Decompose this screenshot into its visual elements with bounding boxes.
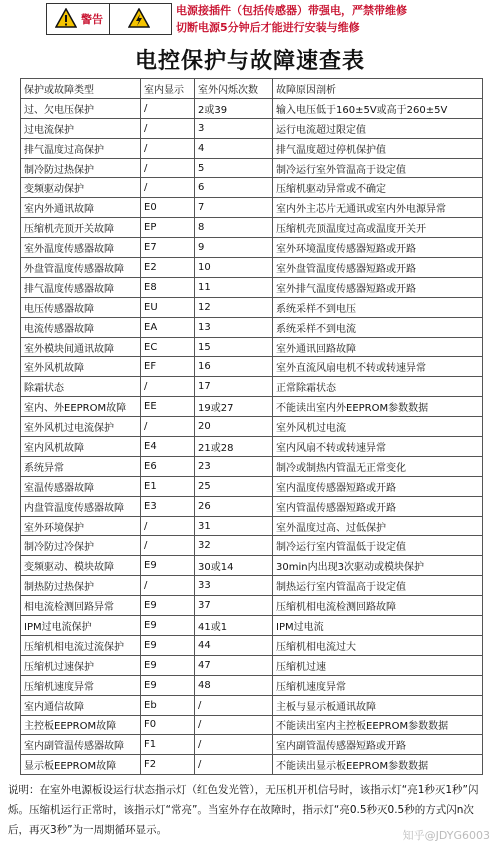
table-row [21,655,483,675]
table-cell: 显示板EEPROM故障 [21,755,141,775]
table-cell: / [141,98,195,118]
table-cell: 室外模块间通讯故障 [21,337,141,357]
table-cell: 室内外主芯片无通讯或室内外电源异常 [273,198,483,218]
fault-table [20,78,483,775]
table-cell: 压缩机速度异常 [273,675,483,695]
table-row [21,277,483,297]
table-row [21,616,483,636]
table-cell: 5 [195,158,273,178]
table-row [21,675,483,695]
table-cell: 制冷或制热内管温无正常变化 [273,456,483,476]
table-cell: E9 [141,635,195,655]
header-cell: 室外闪烁次数 [195,79,273,99]
warning-triangle-icon [55,8,77,28]
warning-line-2: 切断电源5分钟后才能进行安装与维修 [176,21,360,34]
table-cell: 内盘管温度传感器故障 [21,496,141,516]
table-cell: 13 [195,317,273,337]
table-cell: 主板与显示板通讯故障 [273,695,483,715]
table-cell: 主控板EEPROM故障 [21,715,141,735]
table-row [21,317,483,337]
table-cell: 室温传感器故障 [21,476,141,496]
header-cell: 室内显示 [141,79,195,99]
table-cell: 压缩机速度异常 [21,675,141,695]
table-row [21,258,483,278]
table-cell: E1 [141,476,195,496]
table-cell: 室外风机过电流 [273,417,483,437]
table-cell: 48 [195,675,273,695]
table-row [21,218,483,238]
table-cell: 制冷防过热保护 [21,158,141,178]
table-cell: 47 [195,655,273,675]
table-cell: E9 [141,675,195,695]
table-cell: 室外直流风扇电机不转或转速异常 [273,357,483,377]
table-cell: 压缩机过速 [273,655,483,675]
table-cell: 25 [195,476,273,496]
table-cell: E6 [141,456,195,476]
table-row [21,596,483,616]
header-cell: 保护或故障类型 [21,79,141,99]
table-cell: E0 [141,198,195,218]
table-cell: 8 [195,218,273,238]
table-cell: / [141,158,195,178]
table-cell: 排气温度过高保护 [21,138,141,158]
table-cell: E7 [141,238,195,258]
table-cell: 33 [195,576,273,596]
table-cell: / [195,735,273,755]
table-cell: 压缩机驱动异常或不确定 [273,178,483,198]
table-cell: 制冷防过冷保护 [21,536,141,556]
table-cell: 室外环境温度传感器短路或开路 [273,238,483,258]
table-header-row [21,79,483,99]
page-title: 电控保护与故障速查表 [134,49,365,74]
warning-line-1: 电源接插件（包括传感器）带强电，严禁带维修 [176,4,407,17]
table-row [21,516,483,536]
table-cell: 室内外通讯故障 [21,198,141,218]
table-row [21,238,483,258]
table-row [21,138,483,158]
table-cell: E2 [141,258,195,278]
table-row [21,476,483,496]
table-cell: 30min内出现3次驱动或模块保护 [273,556,483,576]
watermark: 知乎@JDYG6003 [402,829,490,842]
table-row [21,496,483,516]
table-cell: 室内、外EEPROM故障 [21,397,141,417]
table-row [21,357,483,377]
table-cell: 系统采样不到电流 [273,317,483,337]
table-cell: 32 [195,536,273,556]
table-cell: / [141,417,195,437]
table-row [21,118,483,138]
table-cell: 4 [195,138,273,158]
table-cell: / [195,755,273,775]
table-cell: 不能读出室内外EEPROM参数数据 [273,397,483,417]
table-cell: F1 [141,735,195,755]
table-cell: 系统异常 [21,456,141,476]
table-row [21,755,483,775]
table-cell: 7 [195,198,273,218]
table-cell: 室外盘管温度传感器短路或开路 [273,258,483,278]
table-cell: EF [141,357,195,377]
table-cell: 室外风机故障 [21,357,141,377]
table-cell: 23 [195,456,273,476]
table-cell: F2 [141,755,195,775]
table-row [21,178,483,198]
table-cell: E8 [141,277,195,297]
table-cell: 压缩机过速保护 [21,655,141,675]
explanation-note: 说明：在室外电源板设运行状态指示灯（红色发光管），无压机开机信号时，该指示灯“亮1秒灭1秒”闪烁。压缩机运行正常时，该指示灯“常亮”。当室外存在故障时，指示灯“亮0.5秒灭0.5秒的方式闪n次后，再灭3秒”为一周期循环显示。 [8,784,479,836]
table-cell: / [141,178,195,198]
header-cell: 故障原因剖析 [273,79,483,99]
table-cell: / [141,576,195,596]
table-row [21,536,483,556]
table-cell: 排气温度超过停机保护值 [273,138,483,158]
table-cell: 室内副管温传感器短路或开路 [273,735,483,755]
table-cell: 压缩机壳顶开关故障 [21,218,141,238]
table-cell: 压缩机相电流检测回路故障 [273,596,483,616]
table-cell: 室内风扇不转或转速异常 [273,437,483,457]
table-cell: 系统采样不到电压 [273,297,483,317]
table-cell: 运行电流超过限定值 [273,118,483,138]
table-cell: E9 [141,655,195,675]
table-cell: 排气温度传感器故障 [21,277,141,297]
table-row [21,437,483,457]
table-cell: E9 [141,556,195,576]
table-row [21,456,483,476]
table-cell: 变频驱动保护 [21,178,141,198]
table-cell: 17 [195,377,273,397]
table-cell: EU [141,297,195,317]
table-cell: EC [141,337,195,357]
table-cell: 31 [195,516,273,536]
table-row [21,556,483,576]
table-cell: 制冷运行室内管温低于设定值 [273,536,483,556]
table-cell: / [141,377,195,397]
table-cell: / [141,138,195,158]
table-cell: 过电流保护 [21,118,141,138]
warning-sign [46,3,172,35]
table-cell: 压缩机相电流过大 [273,635,483,655]
table-cell: 制热运行室内管温高于设定值 [273,576,483,596]
table-cell: / [141,516,195,536]
table-cell: 室内风机故障 [21,437,141,457]
table-cell: 不能读出显示板EEPROM参数数据 [273,755,483,775]
table-cell: IPM过电流保护 [21,616,141,636]
table-cell: IPM过电流 [273,616,483,636]
table-cell: 10 [195,258,273,278]
table-row [21,417,483,437]
table-cell: 19或27 [195,397,273,417]
table-cell: E9 [141,616,195,636]
table-cell: 室内副管温传感器故障 [21,735,141,755]
table-cell: E3 [141,496,195,516]
table-cell: 44 [195,635,273,655]
table-cell: 37 [195,596,273,616]
table-cell: 除霜状态 [21,377,141,397]
table-row [21,635,483,655]
table-row [21,98,483,118]
table-cell: 30或14 [195,556,273,576]
table-cell: EE [141,397,195,417]
table-cell: / [195,695,273,715]
table-cell: 制热防过热保护 [21,576,141,596]
table-cell: 室外风机过电流保护 [21,417,141,437]
warning-bar [0,0,500,40]
table-cell: 室内通信故障 [21,695,141,715]
table-row [21,158,483,178]
table-cell: 11 [195,277,273,297]
table-cell: 21或28 [195,437,273,457]
table-cell: 室外排气温度传感器短路或开路 [273,277,483,297]
table-cell: 室内管温传感器短路或开路 [273,496,483,516]
table-cell: Eb [141,695,195,715]
table-row [21,735,483,755]
table-cell: / [195,715,273,735]
table-cell: 制冷运行室外管温高于设定值 [273,158,483,178]
table-cell: 室外环境保护 [21,516,141,536]
warning-label: 警告 [81,13,103,26]
table-cell: F0 [141,715,195,735]
table-cell: 电压传感器故障 [21,297,141,317]
table-row [21,337,483,357]
table-cell: 电流传感器故障 [21,317,141,337]
table-cell: 相电流检测回路异常 [21,596,141,616]
table-cell: 室外通讯回路故障 [273,337,483,357]
table-cell: 室外温度传感器故障 [21,238,141,258]
warning-text [176,2,407,36]
table-cell: 输入电压低于160±5V或高于260±5V [273,98,483,118]
table-cell: E4 [141,437,195,457]
table-cell: 外盘管温度传感器故障 [21,258,141,278]
table-cell: 不能读出室内主控板EEPROM参数数据 [273,715,483,735]
table-cell: EA [141,317,195,337]
table-row [21,397,483,417]
table-cell: EP [141,218,195,238]
table-cell: 压缩机壳顶温度过高或温度开关开 [273,218,483,238]
table-row [21,715,483,735]
table-cell: 15 [195,337,273,357]
table-row [21,198,483,218]
table-cell: 过、欠电压保护 [21,98,141,118]
table-cell: E9 [141,596,195,616]
table-cell: 室内温度传感器短路或开路 [273,476,483,496]
table-cell: 变频驱动、模块故障 [21,556,141,576]
table-cell: / [141,118,195,138]
table-row [21,297,483,317]
table-cell: 12 [195,297,273,317]
table-cell: 16 [195,357,273,377]
table-row [21,576,483,596]
table-cell: 20 [195,417,273,437]
table-cell: 正常除霜状态 [273,377,483,397]
table-cell: 9 [195,238,273,258]
table-cell: 26 [195,496,273,516]
table-cell: 室外温度过高、过低保护 [273,516,483,536]
table-row [21,695,483,715]
table-cell: / [141,536,195,556]
table-row [21,377,483,397]
table-cell: 2或39 [195,98,273,118]
table-cell: 3 [195,118,273,138]
table-cell: 6 [195,178,273,198]
table-cell: 压缩机相电流过流保护 [21,635,141,655]
high-voltage-icon [128,8,150,28]
table-cell: 41或1 [195,616,273,636]
